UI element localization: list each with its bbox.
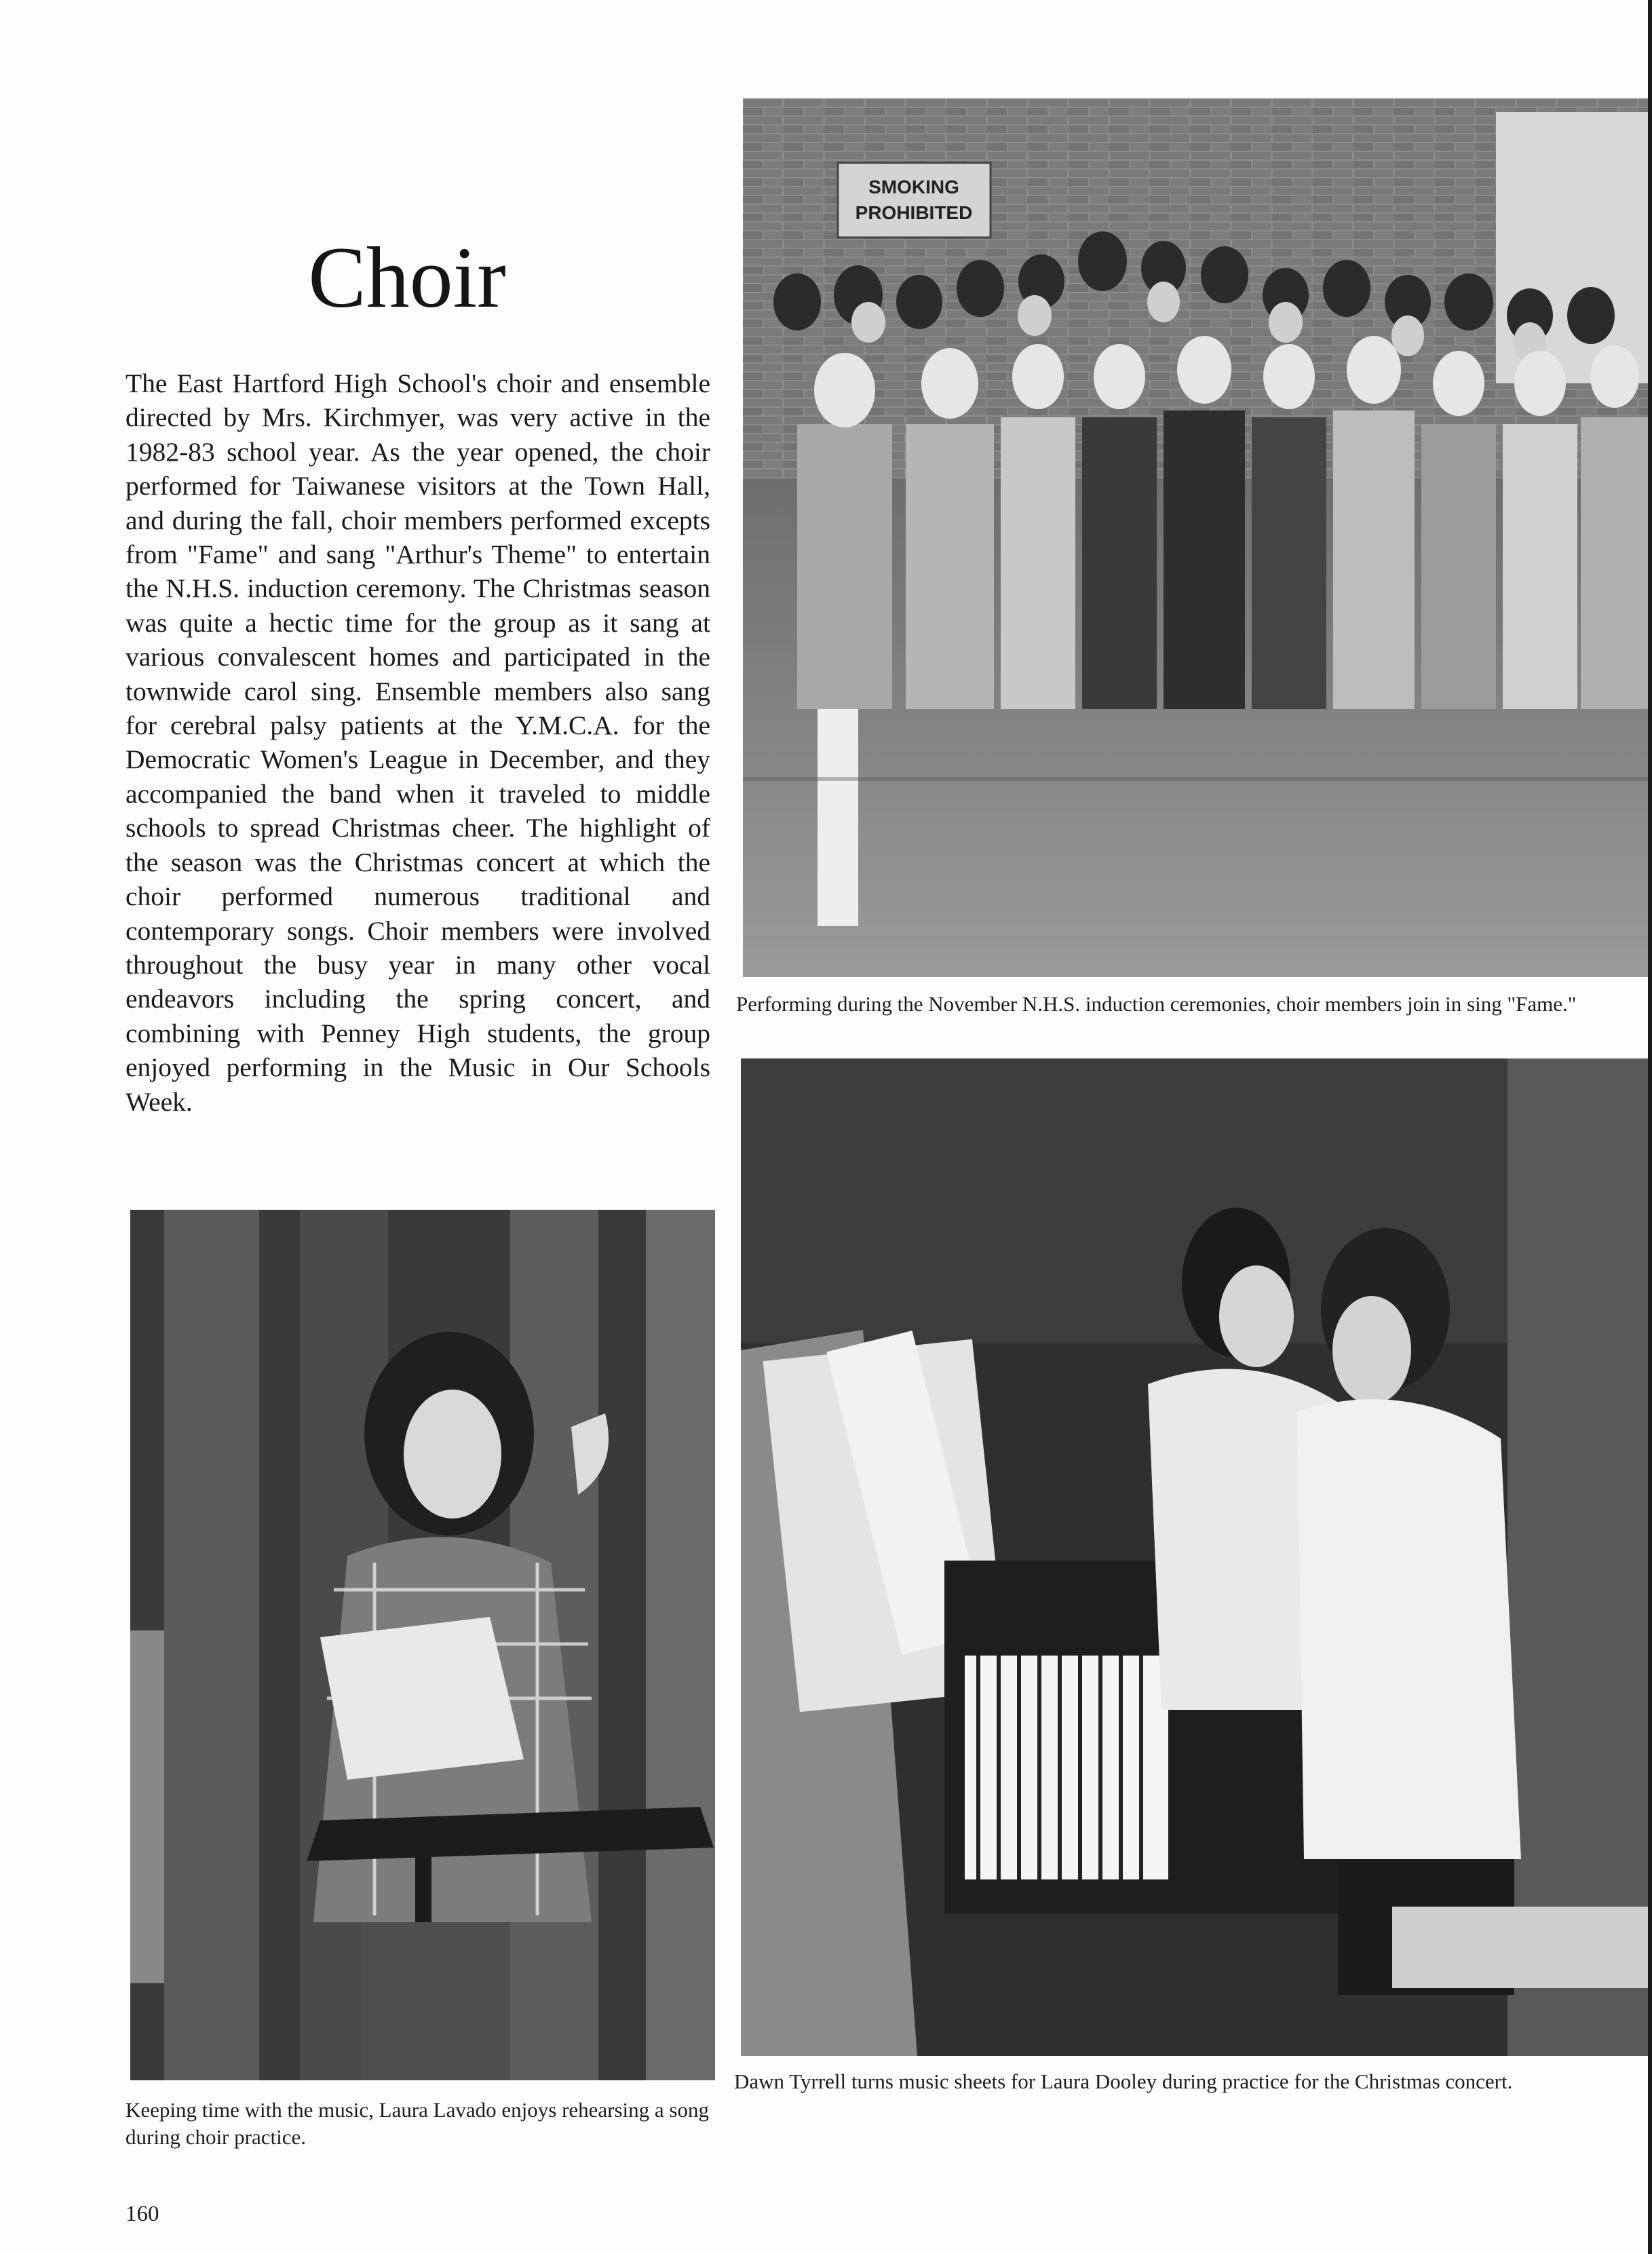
page-title: Choir	[308, 229, 506, 326]
page-number: 160	[126, 2202, 159, 2226]
singer-rehearsal-photo	[130, 1210, 715, 2080]
piano-photo-caption: Dawn Tyrrell turns music sheets for Laura Dooley during practice for the Christmas concert.	[734, 2069, 1513, 2093]
page-edge	[1648, 0, 1652, 2254]
smoking-sign-line1: SMOKING	[868, 176, 959, 197]
smoking-sign-line2: PROHIBITED	[855, 202, 973, 223]
singer-photo-caption: Keeping time with the music, Laura Lavado enjoys rehearsing a song during choir practice.	[126, 2098, 709, 2149]
piano-practice-photo	[741, 1058, 1649, 2056]
choir-performance-photo	[743, 98, 1652, 977]
choir-photo-caption: Performing during the November N.H.S. induction ceremonies, choir members join in sing "Fame."	[736, 992, 1577, 1016]
article-body: The East Hartford High School's choir and ensemble directed by Mrs. Kirchmyer, was very active in the 1982-83 school year. As the year opened, the choir performed for Taiwanese visitors at the Town Hall, and during the fall, choir members performed excepts from "Fame" and sang "Arthur's Theme" to entertain the N.H.S. induction ceremony. The Christmas season was quite a hectic time for the group as it sang at various convalescent homes and participated in the townwide carol sing. Ensemble members also sang for cerebral palsy patients at the Y.M.C.A. for the Democratic Women's League in December, and they accompanied the band when it traveled to middle schools to spread Christmas cheer. The highlight of the season was the Christmas concert at which the choir performed numerous traditional and contemporary songs. Choir members were involved throughout the busy year in many other vocal endeavors including the spring concert, and combining with Penney High students, the group enjoyed performing in the Music in Our Schools Week.	[126, 368, 710, 1117]
